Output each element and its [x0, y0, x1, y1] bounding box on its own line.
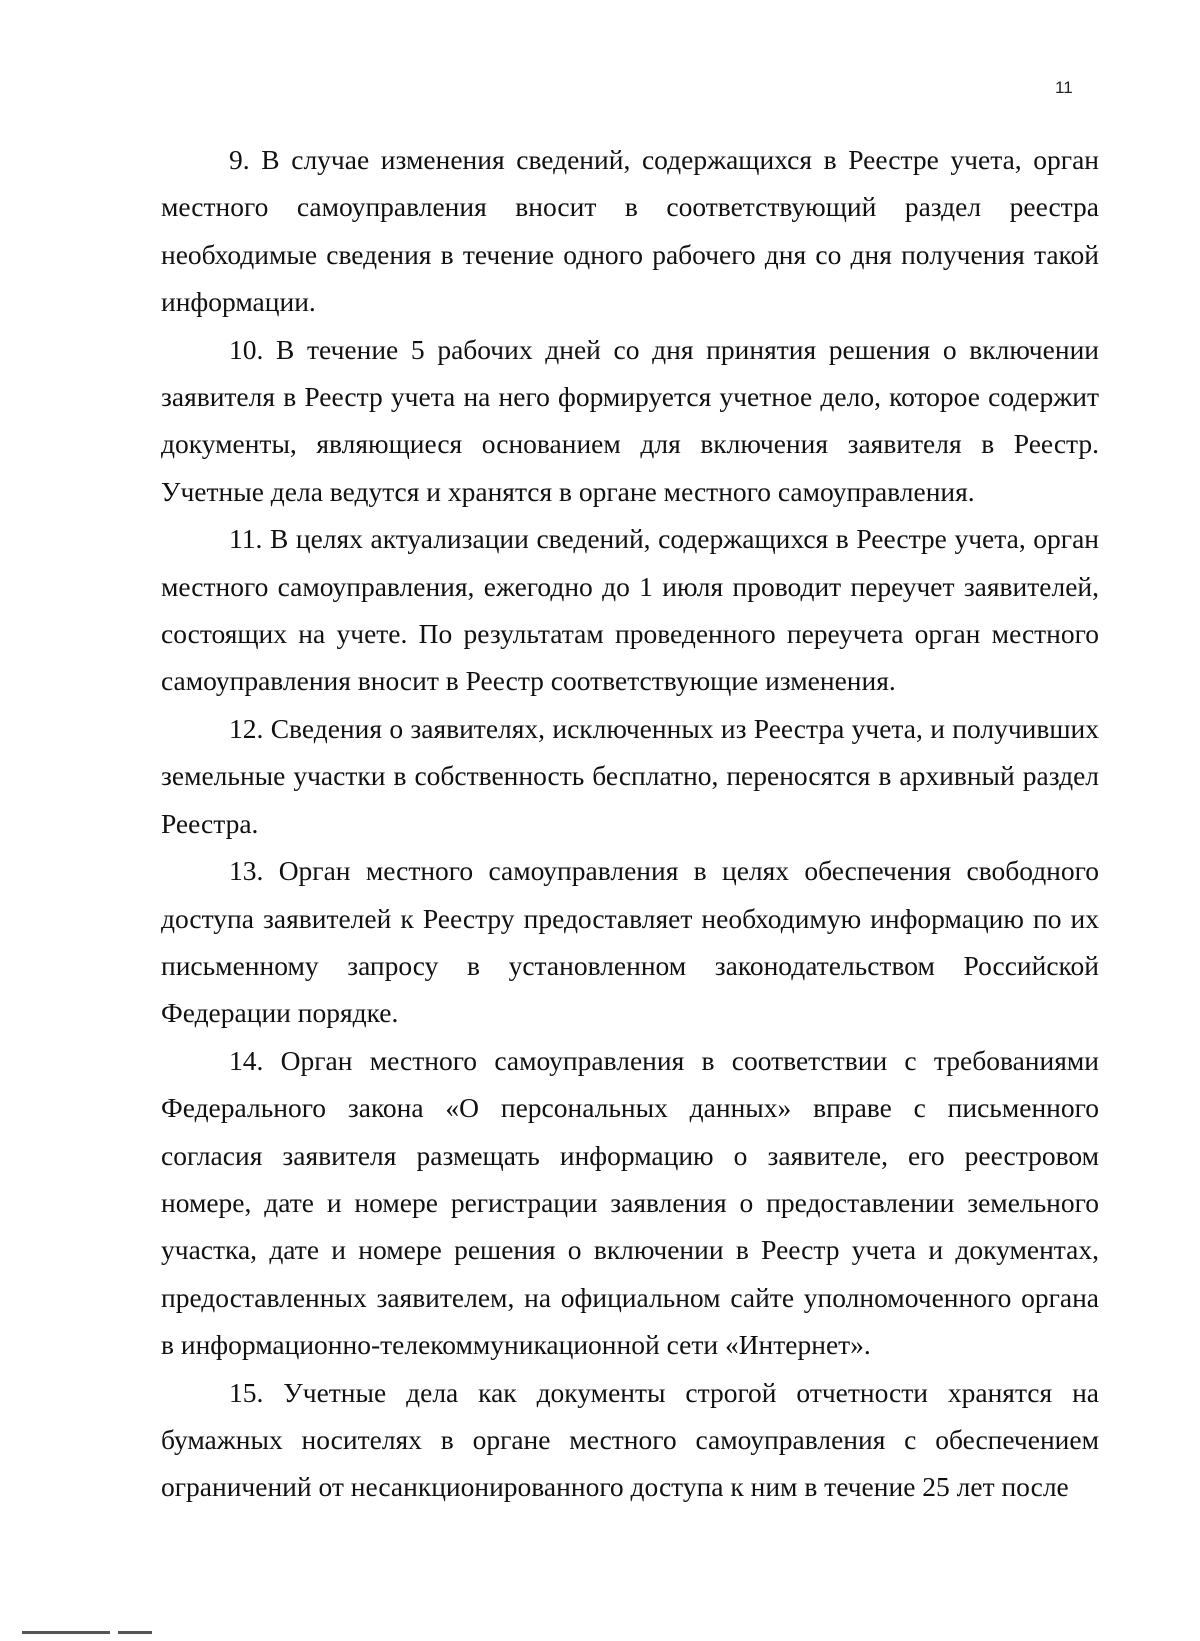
document-body	[161, 136, 1099, 1511]
paragraph-12: 12. Сведения о заявителях, исключенных из Реестра учета, и получивших земельные участки в собственность бесплатно, переносятся в архивный раздел Реестра.	[161, 712, 1099, 839]
paragraph-11: 11. В целях актуализации сведений, содержащихся в Реестре учета, орган местного самоуправления, ежегодно до 1 июля проводит переучет заявителей, состоящих на учете. По результатам проведенного переучета орган местного самоуправления вносит в Реестр соответствующие изменения.	[161, 523, 1099, 697]
paragraph-15: 15. Учетные дела как документы строгой отчетности хранятся на бумажных носителях в органе местного самоуправления с обеспечением ограничений от несанкционированного доступа к ним в течение 25 лет после	[161, 1376, 1099, 1503]
paragraph-13: 13. Орган местного самоуправления в целях обеспечения свободного доступа заявителей к Реестру предоставляет необходимую информацию по их письменному запросу в установленном законодательством Российской Федерации порядке.	[161, 855, 1099, 1029]
scan-edge-mark	[118, 1631, 152, 1634]
paragraph-10: 10. В течение 5 рабочих дней со дня принятия решения о включении заявителя в Реестр учета на него формируется учетное дело, которое содержит документы, являющиеся основанием для включения заявителя в Реестр. Учетные дела ведутся и хранятся в органе местного самоуправления.	[161, 333, 1099, 507]
page-number: 11	[1055, 78, 1073, 97]
paragraph-9: 9. В случае изменения сведений, содержащихся в Реестре учета, орган местного самоуправления вносит в соответствующий раздел реестра необходимые сведения в течение одного рабочего дня со дня получения такой информации.	[161, 144, 1099, 318]
scan-edge-mark	[22, 1631, 110, 1634]
paragraph-14: 14. Орган местного самоуправления в соответствии с требованиями Федерального закона «О персональных данных» вправе с письменного согласия заявителя размещать информацию о заявителе, его реестровом номере, дате и номере регистрации заявления о предоставлении земельного участка, дате и номере решения о включении в Реестр учета и документах, предоставленных заявителем, на официальном сайте уполномоченного органа в информационно-телекоммуникационной сети «Интернет».	[161, 1044, 1099, 1361]
